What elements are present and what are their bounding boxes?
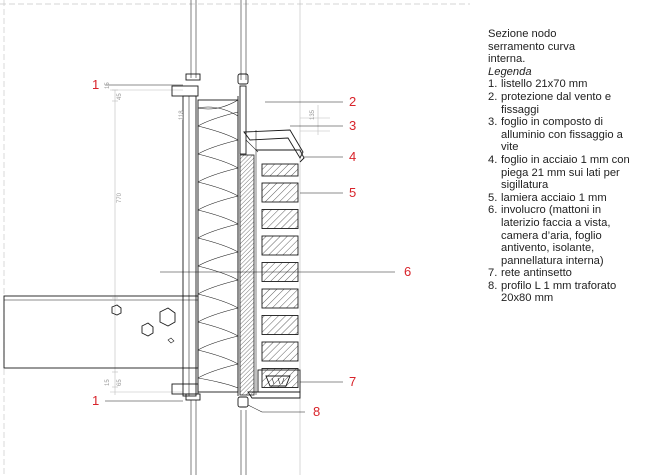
brick xyxy=(262,342,298,361)
callout-1-top: 1 xyxy=(92,77,100,92)
legend-item-number: 4. xyxy=(488,153,498,166)
legend-item-number: 7. xyxy=(488,267,498,280)
callout-5: 5 xyxy=(349,185,357,200)
legend-item-text: foglio in composto di alluminio con fissaggio a vite xyxy=(501,116,623,154)
caption-line-3: interna. xyxy=(488,53,526,66)
brick xyxy=(262,210,298,229)
dimension-45: 45 xyxy=(117,93,123,100)
dimension-770: 770 xyxy=(117,192,123,203)
brick xyxy=(262,164,298,176)
brick-facing xyxy=(262,164,298,388)
floor-slab xyxy=(4,296,198,368)
legend-item xyxy=(488,154,638,192)
legend-item-text: protezione dal vento e fissaggi xyxy=(501,90,612,116)
legend-item-number: 5. xyxy=(488,191,498,204)
legend-item xyxy=(488,280,638,305)
legend-list xyxy=(488,78,638,305)
callout-1-bottom: 1 xyxy=(92,393,100,408)
legend-item xyxy=(488,267,638,280)
legend-item-number: 3. xyxy=(488,116,498,129)
legend-item xyxy=(488,204,638,267)
dimension-118: 118 xyxy=(179,110,185,120)
legend-item xyxy=(488,192,638,205)
brick xyxy=(262,369,298,388)
legend-item xyxy=(488,116,638,154)
dimension-15-bottom: 15 xyxy=(105,379,111,386)
legend-item-text: lamiera acciaio 1 mm xyxy=(501,191,607,204)
dimension-15-top: 15 xyxy=(105,82,111,89)
windproof-membrane xyxy=(238,86,256,396)
legend-item-number: 6. xyxy=(488,204,498,217)
legend-item-number: 8. xyxy=(488,279,498,292)
brick xyxy=(262,316,298,335)
callout-2: 2 xyxy=(349,94,357,109)
dimension-135: 135 xyxy=(310,109,316,120)
legend-panel xyxy=(488,28,638,305)
window-frame-lines xyxy=(186,0,248,475)
dimension-labels xyxy=(105,82,316,386)
legend-item xyxy=(488,91,638,116)
legend-item-text: profilo L 1 mm traforato 20x80 mm xyxy=(501,279,617,305)
brick xyxy=(262,236,298,255)
legend-heading: Legenda xyxy=(488,65,532,78)
legend-item-text: rete antinsetto xyxy=(501,267,572,280)
dimension-65: 65 xyxy=(117,379,123,386)
legend-item-number: 2. xyxy=(488,90,498,103)
legend-item-text: listello 21x70 mm xyxy=(501,78,588,91)
interior-panelling xyxy=(172,86,198,396)
callout-3: 3 xyxy=(349,118,357,133)
legend-item-number: 1. xyxy=(488,78,498,91)
legend-item-text: foglio in acciaio 1 mm con piega 21 mm sui lati per sigillatura xyxy=(501,153,630,192)
insulation-layer xyxy=(198,100,238,392)
callout-7: 7 xyxy=(349,374,357,389)
legend-item xyxy=(488,78,638,91)
callout-6: 6 xyxy=(404,264,412,279)
callout-4: 4 xyxy=(349,149,357,164)
legend-item-text: involucro (mattoni in laterizio faccia a vista, camera d’aria, foglio antivento, isolante, pannellatura interna) xyxy=(501,204,611,267)
brick xyxy=(262,289,298,308)
caption-line-1: Sezione nodo xyxy=(488,28,557,40)
caption-line-2: serramento curva xyxy=(488,40,576,53)
brick xyxy=(262,183,298,202)
callout-8: 8 xyxy=(313,404,321,419)
